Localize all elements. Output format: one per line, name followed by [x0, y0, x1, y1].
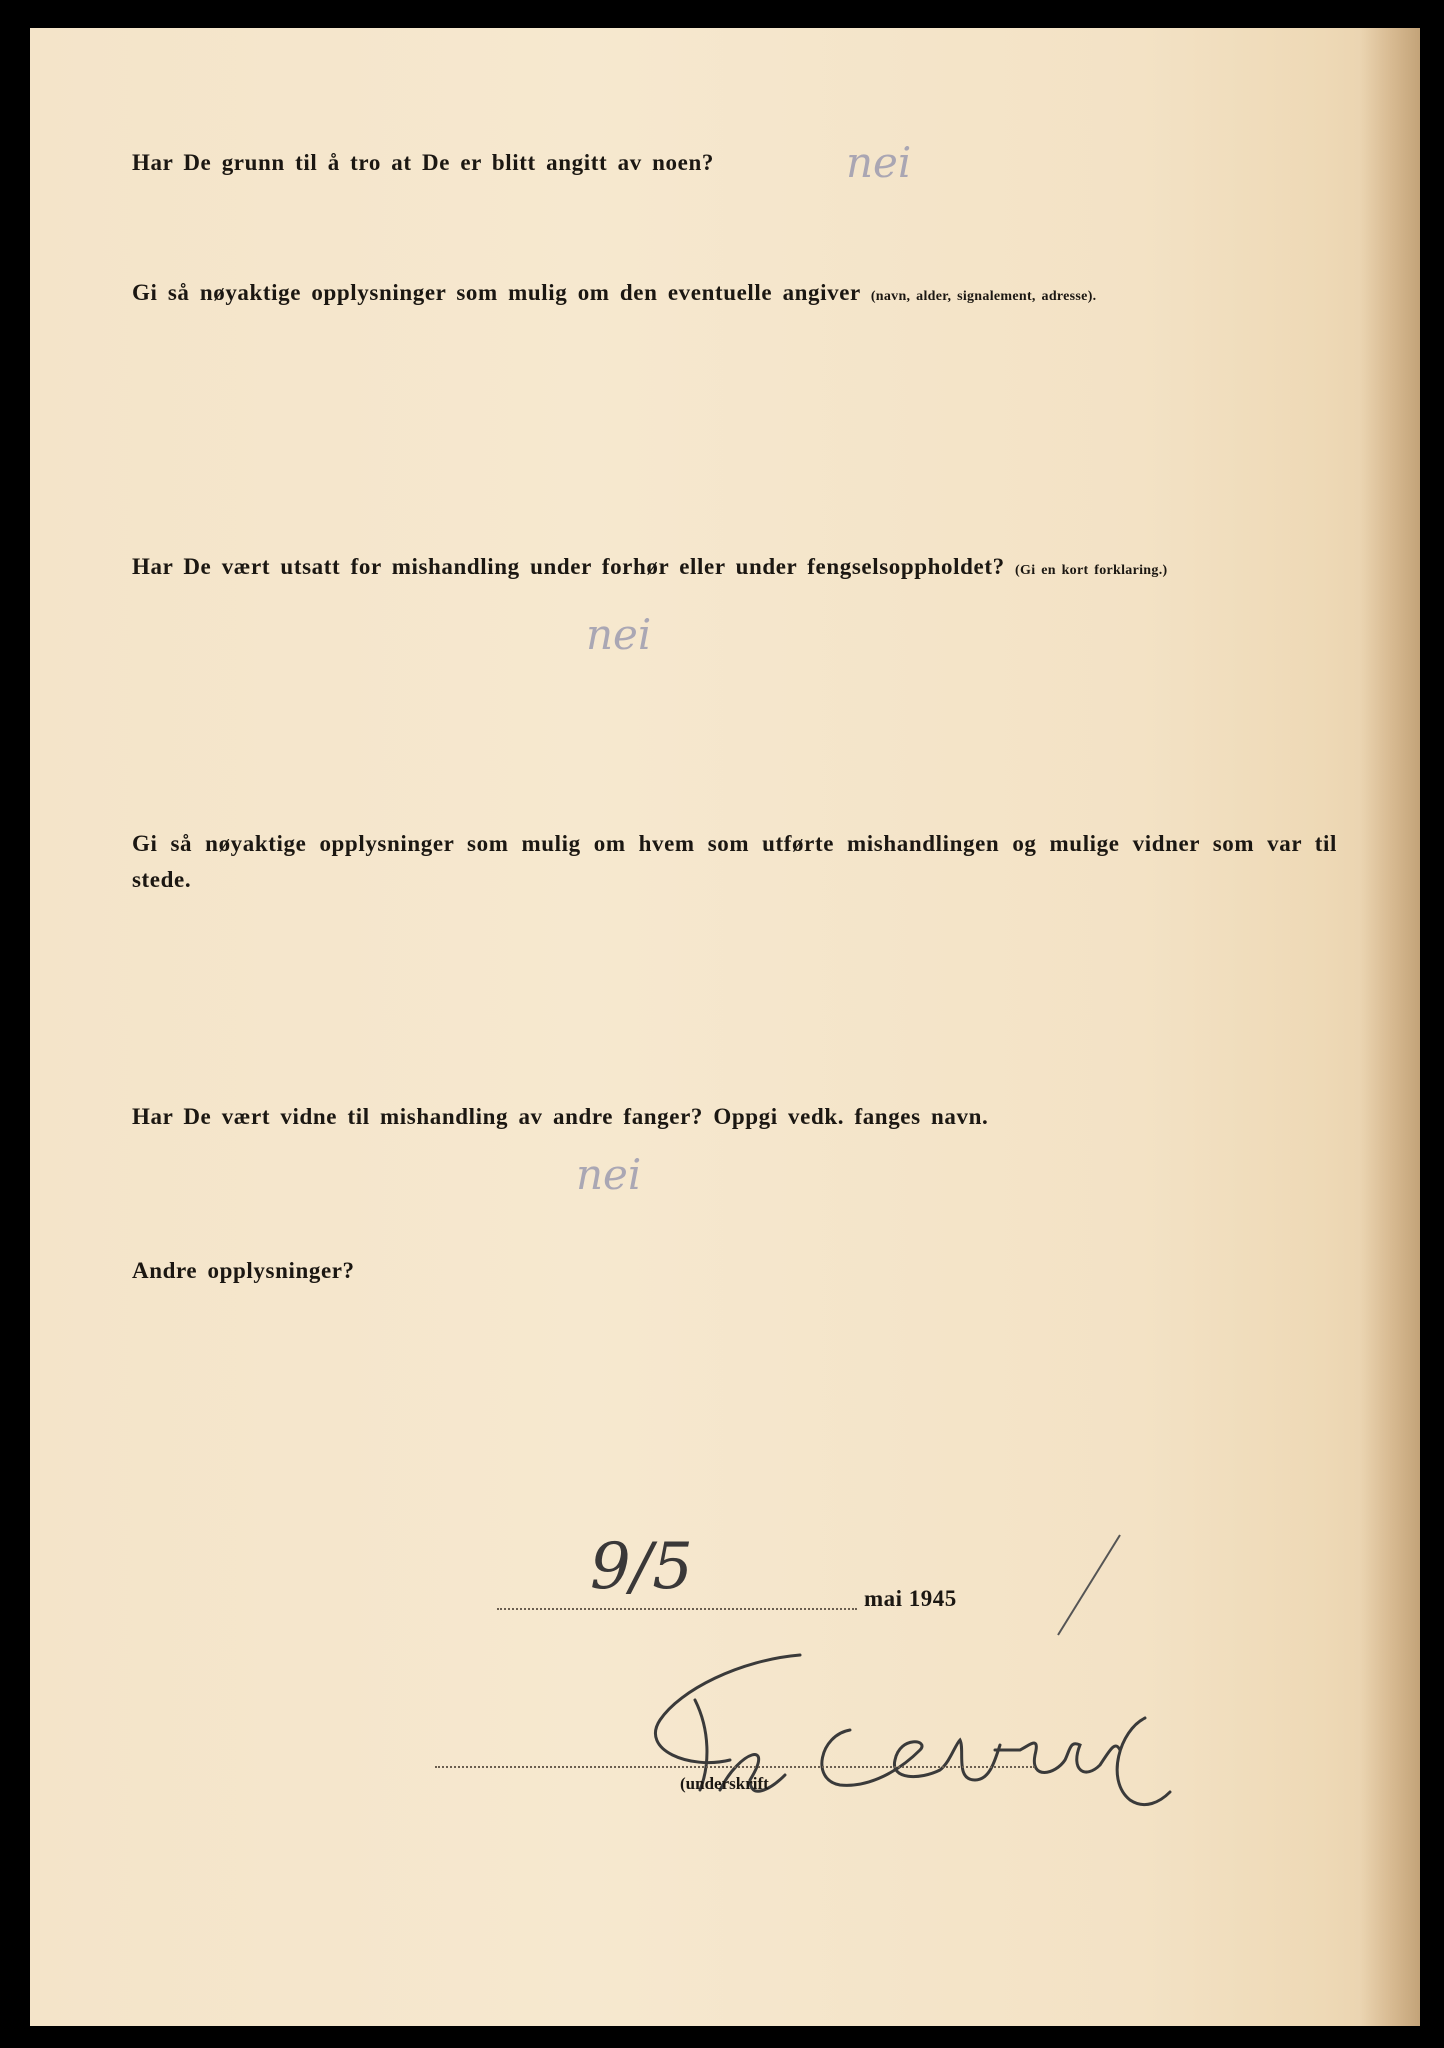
- pencil-stroke: [1050, 1530, 1130, 1640]
- paper-edge-shadow: [1360, 28, 1420, 2026]
- date-month-year: mai 1945: [864, 1586, 957, 1611]
- question-mistreatment-main: Har De vært utsatt for mishandling under forhør eller under fengselsoppholdet?: [132, 554, 1005, 579]
- question-witness: Har De vært vidne til mishandling av andre fanger? Oppgi vedk. fanges navn.: [132, 1104, 989, 1129]
- question-mistreatment-note: (Gi en kort forklaring.): [1015, 563, 1168, 578]
- question-perpetrators: Gi så nøyaktige opplysninger som mulig om hvem som utførte mishandlingen og mulige vidner som var til stede.: [132, 831, 1337, 892]
- question-informer: Har De grunn til å tro at De er blitt angitt av noen?: [132, 150, 714, 175]
- date-dotted-line: [497, 1608, 857, 1610]
- answer-mistreatment: nei: [586, 610, 652, 659]
- answer-informer: nei: [846, 138, 912, 187]
- signature-label: (underskrift: [680, 1774, 769, 1793]
- question-informer-details-main: Gi så nøyaktige opplysninger som mulig om den eventuelle angiver: [132, 280, 861, 305]
- question-informer-details-note: (navn, alder, signalement, adresse).: [870, 289, 1097, 304]
- question-other-info: Andre opplysninger?: [132, 1258, 355, 1283]
- question-mistreatment: [132, 554, 1167, 580]
- signature-dotted-line: [435, 1766, 1035, 1768]
- answer-witness: nei: [576, 1150, 642, 1199]
- handwritten-date: 9/5: [590, 1530, 693, 1604]
- question-informer-details: [132, 280, 1096, 306]
